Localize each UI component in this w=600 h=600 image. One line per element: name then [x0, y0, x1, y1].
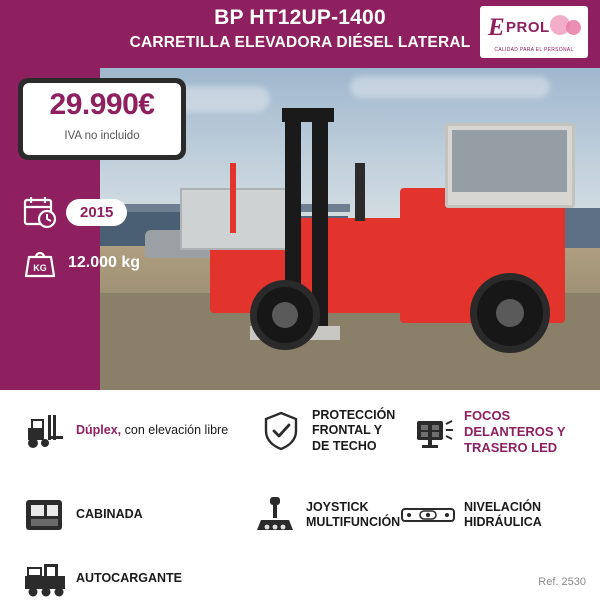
price-value: 29.990€ [49, 88, 155, 121]
forklift-wheel-hub [496, 299, 524, 327]
spec-year [20, 192, 127, 232]
svg-text:KG: KG [33, 263, 47, 273]
price-tax-note: IVA no incluido [64, 130, 140, 142]
forklift-icon [22, 408, 68, 454]
feature-duplex-bold: Dúplex, [76, 423, 122, 438]
feature-joystick-label: JOYSTICK MULTIFUNCIÓN [306, 499, 401, 529]
shield-check-icon [258, 408, 304, 454]
feature-joystick [252, 492, 402, 538]
feature-led [410, 408, 590, 456]
feature-duplex-rest: con elevación libre [121, 423, 229, 438]
price-card [18, 78, 186, 160]
cabin-icon [22, 492, 68, 538]
forklift-cabin-glass [452, 130, 567, 192]
feature-cabin-label: CABINADA [76, 507, 143, 522]
feature-protection-label: PROTECCIÓN FRONTAL Y DE TECHO [312, 408, 396, 453]
company-logo[interactable] [480, 6, 588, 58]
logo-tagline: CALIDAD PARA EL PERSONAL [494, 47, 574, 53]
page-title: BP HT12UP-1400 [214, 6, 386, 29]
feature-leveling [400, 492, 590, 538]
photo-cloud [350, 76, 550, 98]
forklift-load [180, 188, 300, 250]
logo-initial: E [488, 14, 505, 41]
reference-number: Ref. 2530 [538, 576, 586, 588]
forklift-mast-top [282, 108, 334, 122]
feature-self-loading-label: AUTOCARGANTE [76, 571, 183, 586]
features-section [0, 392, 600, 600]
calendar-clock-icon [20, 192, 60, 232]
capacity-value: 12.000 kg [68, 254, 141, 271]
forklift-wheel-hub [272, 302, 298, 328]
spec-capacity [20, 243, 140, 283]
feature-duplex-label [76, 423, 228, 438]
feature-duplex [22, 408, 252, 454]
forklift-exhaust [355, 163, 365, 221]
feature-self-loading [22, 556, 252, 600]
feature-protection [258, 408, 398, 454]
self-loading-truck-icon [22, 556, 68, 600]
feature-cabin [22, 492, 222, 538]
feature-leveling-label: NIVELACIÓN HIDRÁULICA [464, 499, 542, 529]
level-icon [400, 492, 456, 538]
logo-circle-small-icon [566, 20, 581, 35]
feature-led-label: FOCOS DELANTEROS Y TRASERO LED [464, 408, 566, 455]
page-subtitle: CARRETILLA ELEVADORA DIÉSEL LATERAL [129, 34, 471, 51]
year-badge: 2015 [66, 199, 127, 226]
weight-kg-icon [20, 243, 60, 283]
logo-wordmark: PROL [506, 19, 550, 36]
forklift-pole [230, 163, 236, 233]
joystick-icon [252, 492, 298, 538]
header-bar [0, 0, 600, 68]
led-light-icon [410, 409, 456, 455]
